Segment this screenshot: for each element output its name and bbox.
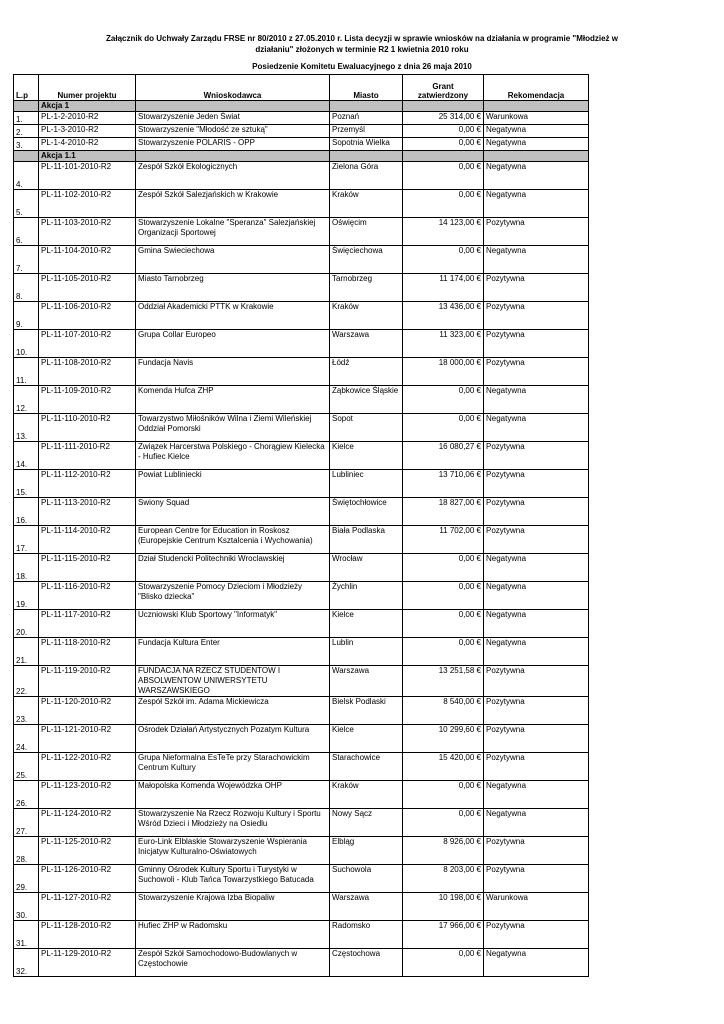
grant-amount: 13 251,58 € xyxy=(403,666,484,697)
city: Łódź xyxy=(330,358,403,386)
city: Elbląg xyxy=(330,837,403,865)
recommendation: Pozytywna xyxy=(484,330,589,358)
project-number: PL-11-125-2010-R2 xyxy=(39,837,136,865)
header-city: Miasto xyxy=(330,75,403,101)
applicant-name: Małopolska Komenda Wojewódzka OHP xyxy=(136,781,330,809)
city: Kraków xyxy=(330,302,403,330)
city: Świętochłowice xyxy=(330,498,403,526)
city: Warszawa xyxy=(330,893,403,921)
table-row xyxy=(14,125,589,138)
grant-amount: 8 926,00 € xyxy=(403,837,484,865)
applicant-name: Gmina Swieciechowa xyxy=(136,246,330,274)
city: Kielce xyxy=(330,610,403,638)
row-number: 1. xyxy=(14,112,39,125)
grant-amount: 0,00 € xyxy=(403,138,484,151)
applicant-name: Stowarzyszenie Jeden Świat xyxy=(136,112,330,125)
header-grant xyxy=(403,75,484,101)
row-number: 29. xyxy=(14,865,39,893)
row-number: 21. xyxy=(14,638,39,666)
grant-amount: 0,00 € xyxy=(403,246,484,274)
applicant-name: Zespół Szkół im. Adama Mickiewicza xyxy=(136,697,330,725)
table-row xyxy=(14,386,589,414)
grant-amount: 0,00 € xyxy=(403,386,484,414)
city: Kielce xyxy=(330,725,403,753)
decisions-table xyxy=(13,74,589,977)
grant-amount: 0,00 € xyxy=(403,190,484,218)
grant-amount: 0,00 € xyxy=(403,554,484,582)
table-row xyxy=(14,554,589,582)
city: Oświęcim xyxy=(330,218,403,246)
applicant-name: Stowarzyszenie Pomocy Dzieciom i Młodzieży "Blisko dziecka" xyxy=(136,582,330,610)
recommendation: Negatywna xyxy=(484,414,589,442)
grant-amount: 0,00 € xyxy=(403,809,484,837)
project-number: PL-11-111-2010-R2 xyxy=(39,442,136,470)
applicant-name: Grupa Collar Europeo xyxy=(136,330,330,358)
city: Lubliniec xyxy=(330,470,403,498)
project-number: PL-11-109-2010-R2 xyxy=(39,386,136,414)
grant-amount: 13 710,06 € xyxy=(403,470,484,498)
project-number: PL-11-122-2010-R2 xyxy=(39,753,136,781)
project-number: PL-1-3-2010-R2 xyxy=(39,125,136,138)
recommendation: Pozytywna xyxy=(484,302,589,330)
grant-amount: 16 080,27 € xyxy=(403,442,484,470)
project-number: PL-11-106-2010-R2 xyxy=(39,302,136,330)
recommendation: Negatywna xyxy=(484,638,589,666)
city: Zielona Góra xyxy=(330,162,403,190)
city: Tarnobrzeg xyxy=(330,274,403,302)
recommendation: Negatywna xyxy=(484,125,589,138)
row-number: 10. xyxy=(14,330,39,358)
applicant-name: Stowarzyszenie POLARIS - OPP xyxy=(136,138,330,151)
session-subtitle: Posiedzenie Komitetu Ewaluacyjnego z dnia 26 maja 2010 xyxy=(252,62,472,71)
city: Poznań xyxy=(330,112,403,125)
applicant-name: Stowarzyszenie Na Rzecz Rozwoju Kultury i Sportu Wśród Dzieci i Młodzieży na Osiedlu xyxy=(136,809,330,837)
city: Suchowola xyxy=(330,865,403,893)
row-number: 23. xyxy=(14,697,39,725)
city: Święciechowa xyxy=(330,246,403,274)
row-number: 25. xyxy=(14,753,39,781)
project-number: PL-11-105-2010-R2 xyxy=(39,274,136,302)
header-applicant: Wnioskodawca xyxy=(136,75,330,101)
row-number: 15. xyxy=(14,470,39,498)
grant-amount: 0,00 € xyxy=(403,162,484,190)
applicant-name: Euro-Link Elblaskie Stowarzyszenie Wspierania Inicjatyw Kulturalno-Oświatowych xyxy=(136,837,330,865)
grant-amount: 0,00 € xyxy=(403,638,484,666)
row-number: 19. xyxy=(14,582,39,610)
recommendation: Pozytywna xyxy=(484,837,589,865)
applicant-name: FUNDACJA NA RZECZ STUDENTOW I ABSOLWENTOW UNIWERSYTETU WARSZAWSKIEGO xyxy=(136,666,330,697)
table-row xyxy=(14,697,589,725)
applicant-name: Grupa Nieformalna EsTeTe przy Starachowickim Centrum Kultury xyxy=(136,753,330,781)
applicant-name: Komenda Hufca ZHP xyxy=(136,386,330,414)
city: Kraków xyxy=(330,190,403,218)
applicant-name: Swiony Squad xyxy=(136,498,330,526)
grant-amount: 15 420,00 € xyxy=(403,753,484,781)
row-number: 2. xyxy=(14,125,39,138)
section-row xyxy=(14,101,589,112)
recommendation: Negatywna xyxy=(484,138,589,151)
row-number: 4. xyxy=(14,162,39,190)
applicant-name: Miasto Tarnobrzeg xyxy=(136,274,330,302)
applicant-name: Zespół Szkół Ekologicznych xyxy=(136,162,330,190)
header-recommendation: Rekomendacja xyxy=(484,75,589,101)
project-number: PL-11-124-2010-R2 xyxy=(39,809,136,837)
city: Bielsk Podlaski xyxy=(330,697,403,725)
project-number: PL-11-120-2010-R2 xyxy=(39,697,136,725)
city: Starachowice xyxy=(330,753,403,781)
recommendation: Pozytywna xyxy=(484,274,589,302)
title-line-2: działaniu" złożonych w terminie R2 1 kwietnia 2010 roku xyxy=(255,44,469,54)
row-number: 20. xyxy=(14,610,39,638)
table-row xyxy=(14,414,589,442)
grant-amount: 10 299,60 € xyxy=(403,725,484,753)
city: Częstochowa xyxy=(330,949,403,977)
section-cell xyxy=(403,101,484,112)
recommendation: Negatywna xyxy=(484,610,589,638)
section-cell xyxy=(14,101,39,112)
row-number: 7. xyxy=(14,246,39,274)
grant-amount: 18 827,00 € xyxy=(403,498,484,526)
city: Kraków xyxy=(330,781,403,809)
table-row xyxy=(14,865,589,893)
table-row xyxy=(14,725,589,753)
grant-amount: 13 436,00 € xyxy=(403,302,484,330)
table-row xyxy=(14,218,589,246)
table-row xyxy=(14,358,589,386)
grant-amount: 11 174,00 € xyxy=(403,274,484,302)
applicant-name: Fundacja Kultura Enter xyxy=(136,638,330,666)
grant-amount: 0,00 € xyxy=(403,414,484,442)
city: Kielce xyxy=(330,442,403,470)
applicant-name: Oddział Akademicki PTTK w Krakowie xyxy=(136,302,330,330)
grant-amount: 18 000,00 € xyxy=(403,358,484,386)
section-cell xyxy=(330,101,403,112)
city: Ząbkowice Śląskie xyxy=(330,386,403,414)
applicant-name: Zespół Szkół Samochodowo-Budowlanych w Częstochowie xyxy=(136,949,330,977)
project-number: PL-11-119-2010-R2 xyxy=(39,666,136,697)
city: Lublin xyxy=(330,638,403,666)
recommendation: Negatywna xyxy=(484,190,589,218)
recommendation: Pozytywna xyxy=(484,921,589,949)
project-number: PL-1-4-2010-R2 xyxy=(39,138,136,151)
row-number: 3. xyxy=(14,138,39,151)
table-row xyxy=(14,921,589,949)
city: Przemyśl xyxy=(330,125,403,138)
title-line-1: Załącznik do Uchwały Zarządu FRSE nr 80/2010 z 27.05.2010 r. Lista decyzji w sprawie wniosków na działania w programie "Młodzież w xyxy=(106,34,618,43)
project-number: PL-11-103-2010-R2 xyxy=(39,218,136,246)
applicant-name: Hufiec ZHP w Radomsku xyxy=(136,921,330,949)
city: Biała Podlaska xyxy=(330,526,403,554)
header-grant-line-1: Grant xyxy=(432,82,454,91)
section-cell xyxy=(484,101,589,112)
recommendation: Pozytywna xyxy=(484,218,589,246)
recommendation: Pozytywna xyxy=(484,697,589,725)
project-number: PL-11-101-2010-R2 xyxy=(39,162,136,190)
project-number: PL-1-2-2010-R2 xyxy=(39,112,136,125)
row-number: 17. xyxy=(14,526,39,554)
row-number: 5. xyxy=(14,190,39,218)
project-number: PL-11-118-2010-R2 xyxy=(39,638,136,666)
recommendation: Negatywna xyxy=(484,781,589,809)
recommendation: Negatywna xyxy=(484,949,589,977)
table-row xyxy=(14,666,589,697)
applicant-name: Ośrodek Działań Artystycznych Pozatym Kultura xyxy=(136,725,330,753)
row-number: 18. xyxy=(14,554,39,582)
city: Sopot xyxy=(330,414,403,442)
recommendation: Warunkowa xyxy=(484,893,589,921)
section-name: Akcja 1.1 xyxy=(39,151,136,162)
applicant-name: Gminny Ośrodek Kultury Sportu i Turystyki w Suchowoli - Klub Tańca Towarzystkiego Batucada xyxy=(136,865,330,893)
recommendation: Negatywna xyxy=(484,386,589,414)
project-number: PL-11-123-2010-R2 xyxy=(39,781,136,809)
table-row xyxy=(14,246,589,274)
row-number: 30. xyxy=(14,893,39,921)
row-number: 32. xyxy=(14,949,39,977)
grant-amount: 0,00 € xyxy=(403,610,484,638)
grant-amount: 0,00 € xyxy=(403,582,484,610)
header-grant-line-2: zatwierdzony xyxy=(417,91,469,100)
grant-amount: 10 198,00 € xyxy=(403,893,484,921)
project-number: PL-11-107-2010-R2 xyxy=(39,330,136,358)
recommendation: Pozytywna xyxy=(484,526,589,554)
recommendation: Pozytywna xyxy=(484,358,589,386)
table-row xyxy=(14,610,589,638)
project-number: PL-11-113-2010-R2 xyxy=(39,498,136,526)
city: Żychlin xyxy=(330,582,403,610)
table-row xyxy=(14,498,589,526)
recommendation: Negatywna xyxy=(484,246,589,274)
project-number: PL-11-114-2010-R2 xyxy=(39,526,136,554)
table-row xyxy=(14,949,589,977)
project-number: PL-11-112-2010-R2 xyxy=(39,470,136,498)
table-row xyxy=(14,753,589,781)
recommendation: Warunkowa xyxy=(484,112,589,125)
applicant-name: Stowarzyszenie "Młodość ze sztuką" xyxy=(136,125,330,138)
table-row xyxy=(14,837,589,865)
table-row xyxy=(14,330,589,358)
row-number: 16. xyxy=(14,498,39,526)
applicant-name: European Centre for Education in Roskosz (Europejskie Centrum Ksztalcenia i Wychowania) xyxy=(136,526,330,554)
city: Warszawa xyxy=(330,330,403,358)
section-name: Akcja 1 xyxy=(39,101,136,112)
recommendation: Pozytywna xyxy=(484,725,589,753)
grant-amount: 8 203,00 € xyxy=(403,865,484,893)
table-row xyxy=(14,162,589,190)
city: Warszawa xyxy=(330,666,403,697)
table-row xyxy=(14,582,589,610)
project-number: PL-11-127-2010-R2 xyxy=(39,893,136,921)
section-row xyxy=(14,151,589,162)
section-cell xyxy=(136,101,330,112)
section-cell xyxy=(484,151,589,162)
grant-amount: 25 314,00 € xyxy=(403,112,484,125)
applicant-name: Dział Studencki Politechniki Wroclawskiej xyxy=(136,554,330,582)
city: Nowy Sącz xyxy=(330,809,403,837)
project-number: PL-11-115-2010-R2 xyxy=(39,554,136,582)
grant-amount: 0,00 € xyxy=(403,781,484,809)
recommendation: Negatywna xyxy=(484,162,589,190)
recommendation: Negatywna xyxy=(484,554,589,582)
table-row xyxy=(14,526,589,554)
grant-amount: 8 540,00 € xyxy=(403,697,484,725)
applicant-name: Fundacja Navis xyxy=(136,358,330,386)
table-row xyxy=(14,442,589,470)
row-number: 12. xyxy=(14,386,39,414)
header-project: Numer projektu xyxy=(39,75,136,101)
table-row xyxy=(14,190,589,218)
row-number: 27. xyxy=(14,809,39,837)
header-lp: L.p xyxy=(14,75,39,101)
project-number: PL-11-116-2010-R2 xyxy=(39,582,136,610)
table-row xyxy=(14,112,589,125)
applicant-name: Stowarzyszenie Krajowa Izba Biopaliw xyxy=(136,893,330,921)
section-cell xyxy=(136,151,330,162)
grant-amount: 0,00 € xyxy=(403,125,484,138)
table-row xyxy=(14,893,589,921)
recommendation: Pozytywna xyxy=(484,865,589,893)
row-number: 9. xyxy=(14,302,39,330)
row-number: 26. xyxy=(14,781,39,809)
project-number: PL-11-104-2010-R2 xyxy=(39,246,136,274)
project-number: PL-11-126-2010-R2 xyxy=(39,865,136,893)
row-number: 24. xyxy=(14,725,39,753)
project-number: PL-11-117-2010-R2 xyxy=(39,610,136,638)
row-number: 8. xyxy=(14,274,39,302)
row-number: 14. xyxy=(14,442,39,470)
table-row xyxy=(14,274,589,302)
row-number: 22. xyxy=(14,666,39,697)
recommendation: Pozytywna xyxy=(484,753,589,781)
table-row xyxy=(14,138,589,151)
city: Wrocław xyxy=(330,554,403,582)
row-number: 28. xyxy=(14,837,39,865)
section-cell xyxy=(403,151,484,162)
grant-amount: 11 702,00 € xyxy=(403,526,484,554)
grant-amount: 14 123,00 € xyxy=(403,218,484,246)
project-number: PL-11-121-2010-R2 xyxy=(39,725,136,753)
table-header-row xyxy=(14,75,589,101)
recommendation: Pozytywna xyxy=(484,442,589,470)
document-title xyxy=(20,34,704,55)
project-number: PL-11-108-2010-R2 xyxy=(39,358,136,386)
grant-amount: 17 966,00 € xyxy=(403,921,484,949)
applicant-name: Stowarzyszenie Lokalne "Speranza" Salezjańskiej Organizacji Sportowej xyxy=(136,218,330,246)
row-number: 13. xyxy=(14,414,39,442)
recommendation: Negatywna xyxy=(484,809,589,837)
table-row xyxy=(14,470,589,498)
recommendation: Pozytywna xyxy=(484,470,589,498)
row-number: 6. xyxy=(14,218,39,246)
city: Radomsko xyxy=(330,921,403,949)
table-row xyxy=(14,809,589,837)
row-number: 31. xyxy=(14,921,39,949)
applicant-name: Zespół Szkół Salezjańskich w Krakowie xyxy=(136,190,330,218)
table-body xyxy=(14,101,589,977)
section-cell xyxy=(14,151,39,162)
project-number: PL-11-102-2010-R2 xyxy=(39,190,136,218)
section-cell xyxy=(330,151,403,162)
applicant-name: Uczniowski Klub Sportowy "Informatyk" xyxy=(136,610,330,638)
table-row xyxy=(14,638,589,666)
project-number: PL-11-110-2010-R2 xyxy=(39,414,136,442)
applicant-name: Związek Harcerstwa Polskiego - Chorągiew Kielecka - Hufiec Kielce xyxy=(136,442,330,470)
table-row xyxy=(14,302,589,330)
project-number: PL-11-129-2010-R2 xyxy=(39,949,136,977)
recommendation: Pozytywna xyxy=(484,498,589,526)
recommendation: Pozytywna xyxy=(484,666,589,697)
table-row xyxy=(14,781,589,809)
applicant-name: Towarzystwo Miłośników Wilna i Ziemi Wileńskiej Oddział Pomorski xyxy=(136,414,330,442)
applicant-name: Powiat Lubliniecki xyxy=(136,470,330,498)
city: Sopotnia Wielka xyxy=(330,138,403,151)
grant-amount: 0,00 € xyxy=(403,949,484,977)
project-number: PL-11-128-2010-R2 xyxy=(39,921,136,949)
recommendation: Negatywna xyxy=(484,582,589,610)
grant-amount: 11 323,00 € xyxy=(403,330,484,358)
row-number: 11. xyxy=(14,358,39,386)
